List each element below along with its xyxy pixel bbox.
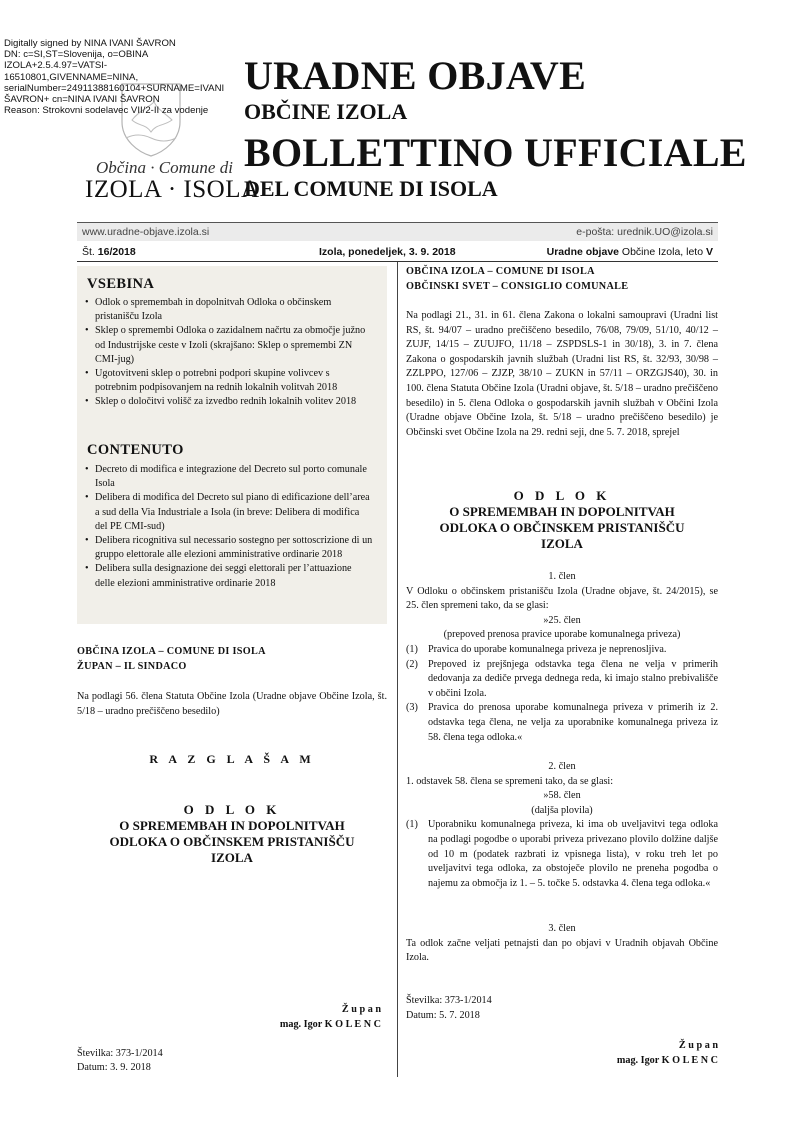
proclamation-heading: R A Z G L A Š A M — [149, 752, 315, 766]
publication-year — [547, 246, 713, 258]
signature-line: ŠAVRON+ cn=NINA IVANI ŠAVRON — [4, 94, 160, 106]
signature-line: Reason: Strokovni sodelavec VII/2-II za vodenje — [4, 105, 209, 117]
paragraph-text: Uporabniku komunalnega priveza, ki ima ob uveljavitvi tega odloka na podlagi pogodbe o uporabi priveza privezano plovilo dolžine daljše od 10 m (podatek razbrati iz vpisnega lista), v roku treh let po uveljavitvi tega odloka, za obstoječe plovilo ne preneha pogodba o najemu za območja iz 1. – 5. točke 5. odstavka 4. člena tega odloka.« — [428, 819, 718, 889]
paragraph-number: (1) — [406, 819, 418, 831]
paragraph-number: (3) — [406, 702, 418, 714]
paragraph-number: (2) — [406, 658, 418, 670]
toc-title-slovene: VSEBINA — [87, 276, 155, 292]
article-58-title: »58. člen — [543, 790, 581, 802]
issue-number — [82, 246, 136, 258]
toc-list-italian — [85, 463, 373, 591]
toc-item[interactable]: • Sklep o določitvi volišč za izvedbo rednih lokalnih volitev 2018 — [85, 395, 373, 409]
left-mayor-name: mag. Igor K O L E N C — [279, 1019, 381, 1030]
issue-place-date: Izola, ponedeljek, 3. 9. 2018 — [319, 246, 456, 258]
email-link[interactable]: e-pošta: urednik.UO@izola.si — [576, 226, 713, 238]
publication-label: Uradne objave — [546, 246, 619, 258]
right-decree-title — [406, 488, 718, 552]
masthead-title-italian: BOLLETTINO UFFICIALE — [244, 130, 747, 175]
article-3-title: 3. člen — [548, 923, 576, 934]
signature-line: IZOLA+2.5.4.97=VATSI- — [4, 60, 108, 72]
signature-line: DN: c=SI,ST=Slovenija, o=OBINA — [4, 49, 149, 61]
signature-line: 16510801,GIVENNAME=NINA, — [4, 71, 139, 83]
toc-item[interactable]: • Delibera sulla designazione dei seggi elettorali per l’attuazione delle elezioni amministrative ordinarie 2018 — [85, 562, 373, 590]
article-1-title: 1. člen — [548, 571, 576, 582]
toc-item[interactable]: • Decreto di modifica e integrazione del Decreto sul porto comunale Isola — [85, 463, 373, 491]
contact-bar — [77, 222, 718, 241]
right-mayor-title: Ž u p a n — [678, 1040, 718, 1051]
left-legal-basis: Na podlagi 56. člena Statuta Občine Izola (Uradne objave Občine Izola, št. 5/18 – uradno prečiščeno besedilo) — [77, 691, 387, 717]
masthead-subtitle-slovene: OBČINE IZOLA — [244, 99, 408, 124]
right-authority-line-1: OBČINA IZOLA – COMUNE DI ISOLA — [406, 266, 595, 277]
article-1 — [406, 570, 718, 745]
paragraph-text: Prepoved iz prejšnjega odstavka tega člena ne velja v primerih dedovanja za dediče prvega dednega reda, ki imajo stalno prebivališče v občini Izola. — [428, 658, 718, 699]
signature-line: serialNumber=24911388160104+SURNAME=IVANI — [4, 82, 225, 94]
left-document-number: Številka: 373-1/2014 — [77, 1048, 163, 1059]
column-divider — [397, 262, 398, 1077]
right-document-number: Številka: 373-1/2014 — [406, 995, 492, 1006]
decree-title-line: O SPREMEMBAH IN DOPOLNITVAH — [119, 818, 345, 833]
issue-number-label: Št. — [82, 246, 95, 258]
decree-title-line: IZOLA — [541, 536, 583, 551]
article-58-subtitle: (daljša plovila) — [531, 804, 593, 816]
article-25-subtitle: (prepoved prenosa pravice uporabe komunalnega priveza) — [443, 629, 681, 641]
article-3-text: Ta odlok začne veljati petnajsti dan po objavi v Uradnih objavah Občine Izola. — [406, 937, 718, 964]
article-25-title: »25. člen — [543, 614, 581, 626]
toc-item[interactable]: • Delibera ricognitiva sul necessario sostegno per sottoscrizione di un gruppo elettorale alle elezioni amministrative ordinarie 2018 — [85, 534, 373, 562]
municipality-label-italic: Občina · Comune di — [96, 158, 233, 177]
decree-title-line: O SPREMEMBAH IN DOPOLNITVAH — [449, 504, 675, 519]
decree-title-line: ODLOKA O OBČINSKEM PRISTANIŠČU — [439, 520, 685, 535]
publication-rest: Občine Izola, leto — [621, 246, 704, 258]
article-58-paragraphs — [406, 818, 718, 891]
article-25-paragraphs — [406, 643, 718, 745]
left-authority-line-1: OBČINA IZOLA – COMUNE DI ISOLA — [77, 646, 266, 657]
publication-year-roman: V — [705, 246, 713, 258]
toc-item[interactable]: • Ugotovitveni sklep o potrebni podpori skupine volivcev s potrebnim podpisovanjem na rednih lokalnih volitvah 2018 — [85, 367, 373, 395]
signature-line: Digitally signed by NINA IVANI ŠAVRON — [4, 38, 176, 49]
right-document-date: Datum: 5. 7. 2018 — [406, 1010, 480, 1021]
toc-item[interactable]: • Delibera di modifica del Decreto sul piano di edificazione dell’area a sud della Via Industriale a Isola (in breve: Delibera di modifica del PE CMI-sud) — [85, 491, 373, 534]
masthead-subtitle-italian: DEL COMUNE DI ISOLA — [244, 176, 498, 201]
article-1-text: V Odloku o občinskem pristanišču Izola (Uradne objave, št. 24/2015), se 25. člen spremeni tako, da se glasi: — [406, 585, 718, 612]
municipality-name: IZOLA · ISOLA — [85, 176, 260, 203]
decree-title-line: IZOLA — [211, 850, 253, 865]
decree-heading: O D L O K — [513, 488, 611, 503]
issue-info-bar — [77, 243, 718, 262]
article-2-title: 2. člen — [548, 761, 576, 772]
digital-signature-block — [4, 38, 244, 116]
paragraph — [406, 701, 718, 745]
decree-title-line: ODLOKA O OBČINSKEM PRISTANIŠČU — [109, 834, 355, 849]
right-legal-basis: Na podlagi 21., 31. in 61. člena Zakona o lokalni samoupravi (Uradni list RS, št. 94/07 – uradno prečiščeno besedilo, 76/08, 79/09, 51/10, 40/12 – ZUJF, 14/15 – ZUUJFO, 11/18 – ZSPDSLS-1 in 30/18), 3. in 7. člena Zakona o gospodarskih javnih službah (Uradni list RS, št. 32/93, 30/98 – ZZLPPO, 127/06 – ZJZP, 38/10 – ZUKN in 57/11 – ORZGJS40), 30. in 100. člena Statuta Občine Izola (Uradni objave, št. 5/18 – uradno prečiščeno besedilo) in 5. člena Odloka o gospodarskih javnih službah v Občini Izola (Uradne objave Občine Izola, št. 5/18 – uradno prečiščeno besedilo) je Občinski svet Občine Izola na 29. redni seji, dne 5. 7. 2018, sprejel — [406, 310, 718, 438]
right-mayor-name: mag. Igor K O L E N C — [616, 1055, 718, 1066]
paragraph-text: Pravica do uporabe komunalnega priveza je neprenosljiva. — [428, 643, 667, 655]
toc-item[interactable]: • Odlok o spremembah in dopolnitvah Odloka o občinskem pristanišču Izola — [85, 296, 373, 324]
left-decree-title — [77, 802, 387, 866]
toc-item[interactable]: • Sklep o spremembi Odloka o zazidalnem načrtu za območje južno od Industrijske ceste v Izoli (skrajšano: Sklep o spremembi ZN CMI-jug) — [85, 324, 373, 367]
paragraph — [406, 658, 718, 702]
right-authority-line-2: OBČINSKI SVET – CONSIGLIO COMUNALE — [406, 281, 629, 292]
left-mayor-title: Ž u p a n — [341, 1004, 381, 1015]
issue-number-value: 16/2018 — [97, 246, 136, 258]
toc-list-slovene — [85, 296, 373, 410]
article-2 — [406, 760, 718, 891]
website-link[interactable]: www.uradne-objave.izola.si — [82, 226, 210, 238]
toc-title-italian: CONTENUTO — [87, 442, 184, 458]
article-2-text: 1. odstavek 58. člena se spremeni tako, da se glasi: — [406, 775, 614, 787]
decree-heading: O D L O K — [183, 802, 281, 817]
paragraph — [406, 643, 718, 658]
left-authority-line-2: ŽUPAN – IL SINDACO — [77, 661, 187, 672]
paragraph-number: (1) — [406, 643, 418, 655]
paragraph-text: Pravica do prenosa uporabe komunalnega priveza v primerih iz 2. odstavka tega člena, ne velja za uporabnike komunalnega priveza iz 58. člena tega odloka.« — [428, 702, 718, 743]
table-of-contents — [77, 266, 387, 624]
masthead-title-slovene: URADNE OBJAVE — [244, 53, 587, 98]
paragraph — [406, 818, 718, 891]
article-3 — [406, 922, 718, 966]
left-document-date: Datum: 3. 9. 2018 — [77, 1062, 151, 1073]
